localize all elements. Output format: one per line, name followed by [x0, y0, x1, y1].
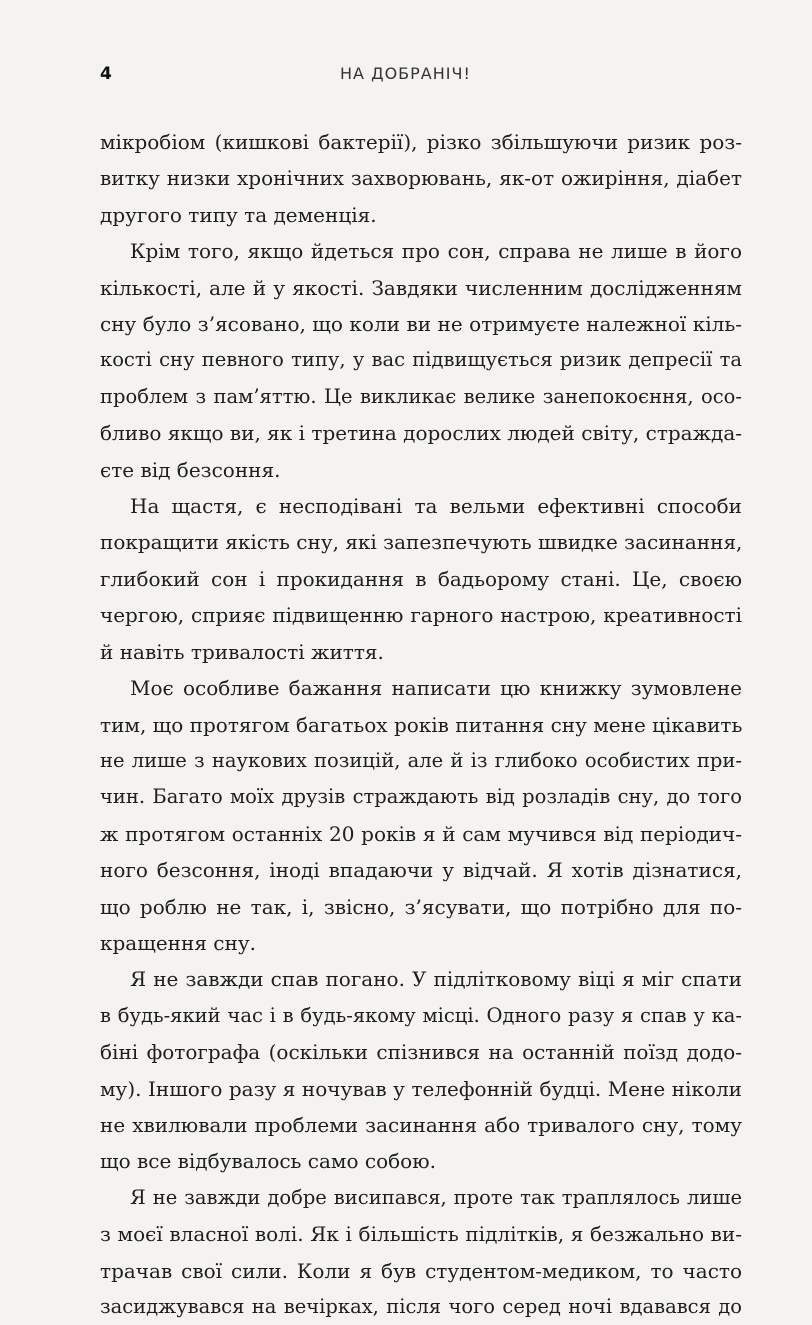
text-line: Крім того, якщо йдеться про сон, справа не лише в його	[130, 239, 742, 264]
text-line: кількості, але й у якості. Завдяки численним дослідженням	[100, 275, 742, 300]
text-line: трачав свої сили. Коли я був студентом-медиком, то часто	[100, 1258, 742, 1283]
text-line: кості сну певного типу, у вас підвищується ризик депресії та	[100, 348, 742, 372]
text-line: не лише з наукових позицій, але й із глибоко особистих при-	[100, 748, 742, 772]
text-line: що роблю не так, і, звісно, з’ясувати, що потрібно для по-	[100, 894, 742, 919]
text-line: покращити якість сну, які запезпечують швидке засинання,	[100, 530, 743, 555]
text-line: глибокий сон і прокидання в бадьорому стані. Це, своєю	[100, 566, 742, 591]
body-text	[100, 124, 742, 1325]
text-line: другого типу та деменція.	[100, 202, 377, 227]
text-line: засиджувався на вечірках, після чого серед ночі вдавався до	[100, 1295, 742, 1318]
paragraph	[100, 233, 742, 488]
text-line: не хвилювали проблеми засинання або тривалого сну, тому	[100, 1112, 742, 1137]
paragraph	[100, 961, 742, 1179]
text-line: й навіть тривалості життя.	[100, 639, 384, 664]
text-line: біні фотографа (оскільки спізнився на останній поїзд додо-	[100, 1040, 742, 1065]
text-line: проблем з пам’яттю. Це викликає велике занепокоєння, осо-	[100, 384, 742, 408]
paragraph	[100, 124, 742, 233]
text-line: що все відбувалось само собою.	[100, 1149, 436, 1174]
text-line: чин. Багато моїх друзів страждають від розладів сну, до того	[100, 785, 742, 809]
text-line: Моє особливе бажання написати цю книжку зумовлене	[130, 676, 742, 701]
page-number: 4	[100, 64, 112, 84]
text-line: Я не завжди добре висипався, проте так траплялось лише	[130, 1185, 742, 1209]
text-line: На щастя, є несподівані та вельми ефективні способи	[130, 494, 742, 519]
paragraph	[100, 1180, 742, 1325]
text-line: витку низки хронічних захворювань, як-от ожиріння, діабет	[100, 166, 742, 191]
text-line: мікробіом (кишкові бактерії), різко збільшуючи ризик роз-	[100, 130, 742, 154]
text-line: чергою, сприяє підвищенню гарного настрою, креативності	[100, 603, 742, 628]
text-line: сну було з’ясовано, що коли ви не отримуєте належної кіль-	[100, 312, 742, 337]
text-line: тим, що протягом багатьох років питання сну мене цікавить	[100, 712, 743, 737]
text-line: ж протягом останніх 20 років я й сам мучився від періодич-	[100, 821, 742, 846]
text-line: бливо якщо ви, як і третина дорослих людей світу, стражда-	[100, 421, 742, 446]
text-line: му). Іншого разу я ночував у телефонній будці. Мене ніколи	[100, 1076, 742, 1101]
running-head: НА ДОБРАНІЧ!	[340, 64, 471, 83]
text-line: Я не завжди спав погано. У підлітковому віці я міг спати	[130, 967, 742, 992]
paragraph	[100, 670, 742, 961]
text-line: в будь-який час і в будь-якому місці. Одного разу я спав у ка-	[100, 1003, 742, 1027]
paragraph	[100, 488, 742, 670]
text-line: з моєї власної волі. Як і більшість підлітків, я безжально ви-	[100, 1222, 742, 1247]
text-line: ного безсоння, іноді впадаючи у відчай. Я хотів дізнатися,	[100, 858, 742, 883]
text-line: кращення сну.	[100, 930, 256, 955]
text-line: єте від безсоння.	[100, 457, 281, 482]
